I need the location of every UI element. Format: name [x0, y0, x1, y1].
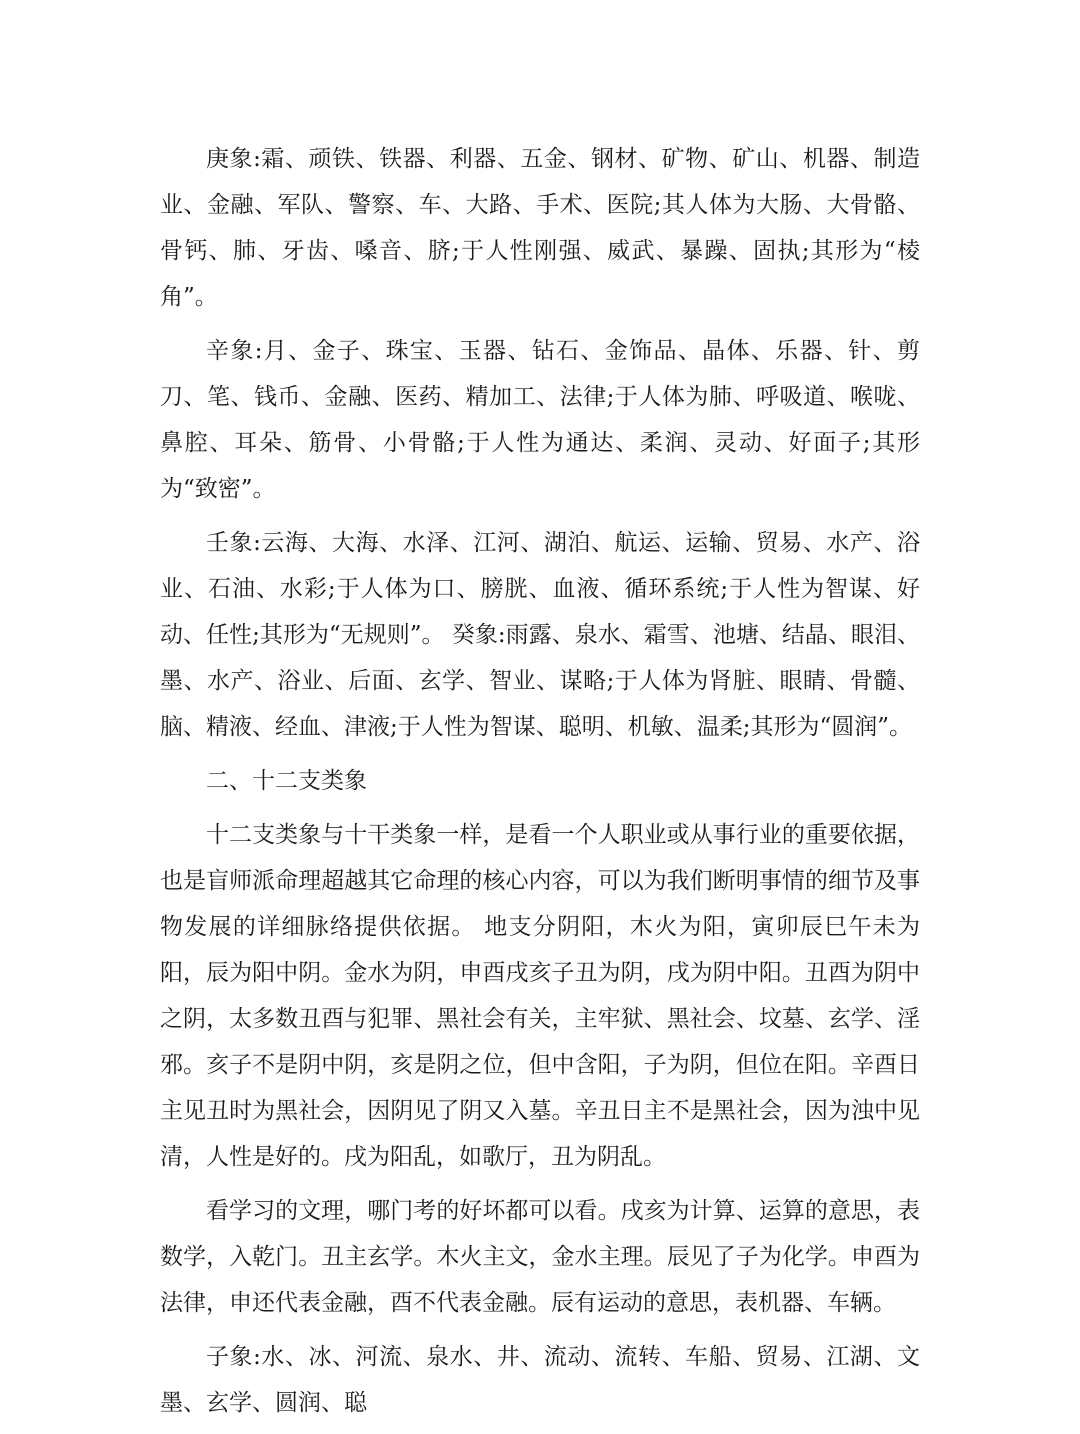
paragraph-twelve-branches: 十二支类象与十干类象一样，是看一个人职业或从事行业的重要依据，也是盲师派命理超越其它命理的核心内容，可以为我们断明事情的细节及事物发展的详细脉络提供依据。 地支分阴阳，木火为阳，寅卯辰巳午未为阳，辰为阳中阴。金水为阴，申酉戌亥子丑为阴，戌为阴中阳。丑酉为阴中之阴，太多数丑酉与犯罪、黑社会有关，主牢狱、黑社会、坟墓、玄学、淫邪。亥子不是阴中阴，亥是阴之位，但中含阳，子为阴，但位在阳。辛酉日主见丑时为黑社会，因阴见了阴又入墓。辛丑日主不是黑社会，因为浊中见清，人性是好的。戌为阳乱，如歌厅，丑为阴乱。 [160, 822, 920, 1170]
paragraph-xin: 辛象:月、金子、珠宝、玉器、钻石、金饰品、晶体、乐器、针、剪刀、笔、钱币、金融、医药、精加工、法律;于人体为肺、呼吸道、喉咙、鼻腔、耳朵、筋骨、小骨骼;于人性为通达、柔润、灵动、好面子;其形为“致密”。 [160, 338, 920, 502]
paragraph-geng: 庚象:霜、顽铁、铁器、利器、五金、钢材、矿物、矿山、机器、制造业、金融、军队、警察、车、大路、手术、医院;其人体为大肠、大骨骼、骨钙、肺、牙齿、嗓音、脐;于人性刚强、威武、暴躁、固执;其形为“棱角”。 [160, 146, 920, 310]
document-body [160, 136, 920, 1434]
paragraph-zi: 子象:水、冰、河流、泉水、井、流动、流转、车船、贸易、江湖、文墨、玄学、圆润、聪 [160, 1344, 920, 1416]
section-heading: 二、十二支类象 [206, 768, 367, 794]
paragraph-ren-gui: 壬象:云海、大海、水泽、江河、湖泊、航运、运输、贸易、水产、浴业、石油、水彩;于人体为口、膀胱、血液、循环系统;于人性为智谋、好动、任性;其形为“无规则”。 癸象:雨露、泉水、霜雪、池塘、结晶、眼泪、墨、水产、浴业、后面、玄学、智业、谋略;于人体为肾脏、眼睛、骨髓、脑、精液、经血、津液;于人性为智谋、聪明、机敏、温柔;其形为“圆润”。 [160, 530, 920, 740]
paragraph-study: 看学习的文理，哪门考的好坏都可以看。戌亥为计算、运算的意思，表数学，入乾门。丑主玄学。木火主文，金水主理。辰见了子为化学。申酉为法律，申还代表金融，酉不代表金融。辰有运动的意思，表机器、车辆。 [160, 1198, 920, 1316]
